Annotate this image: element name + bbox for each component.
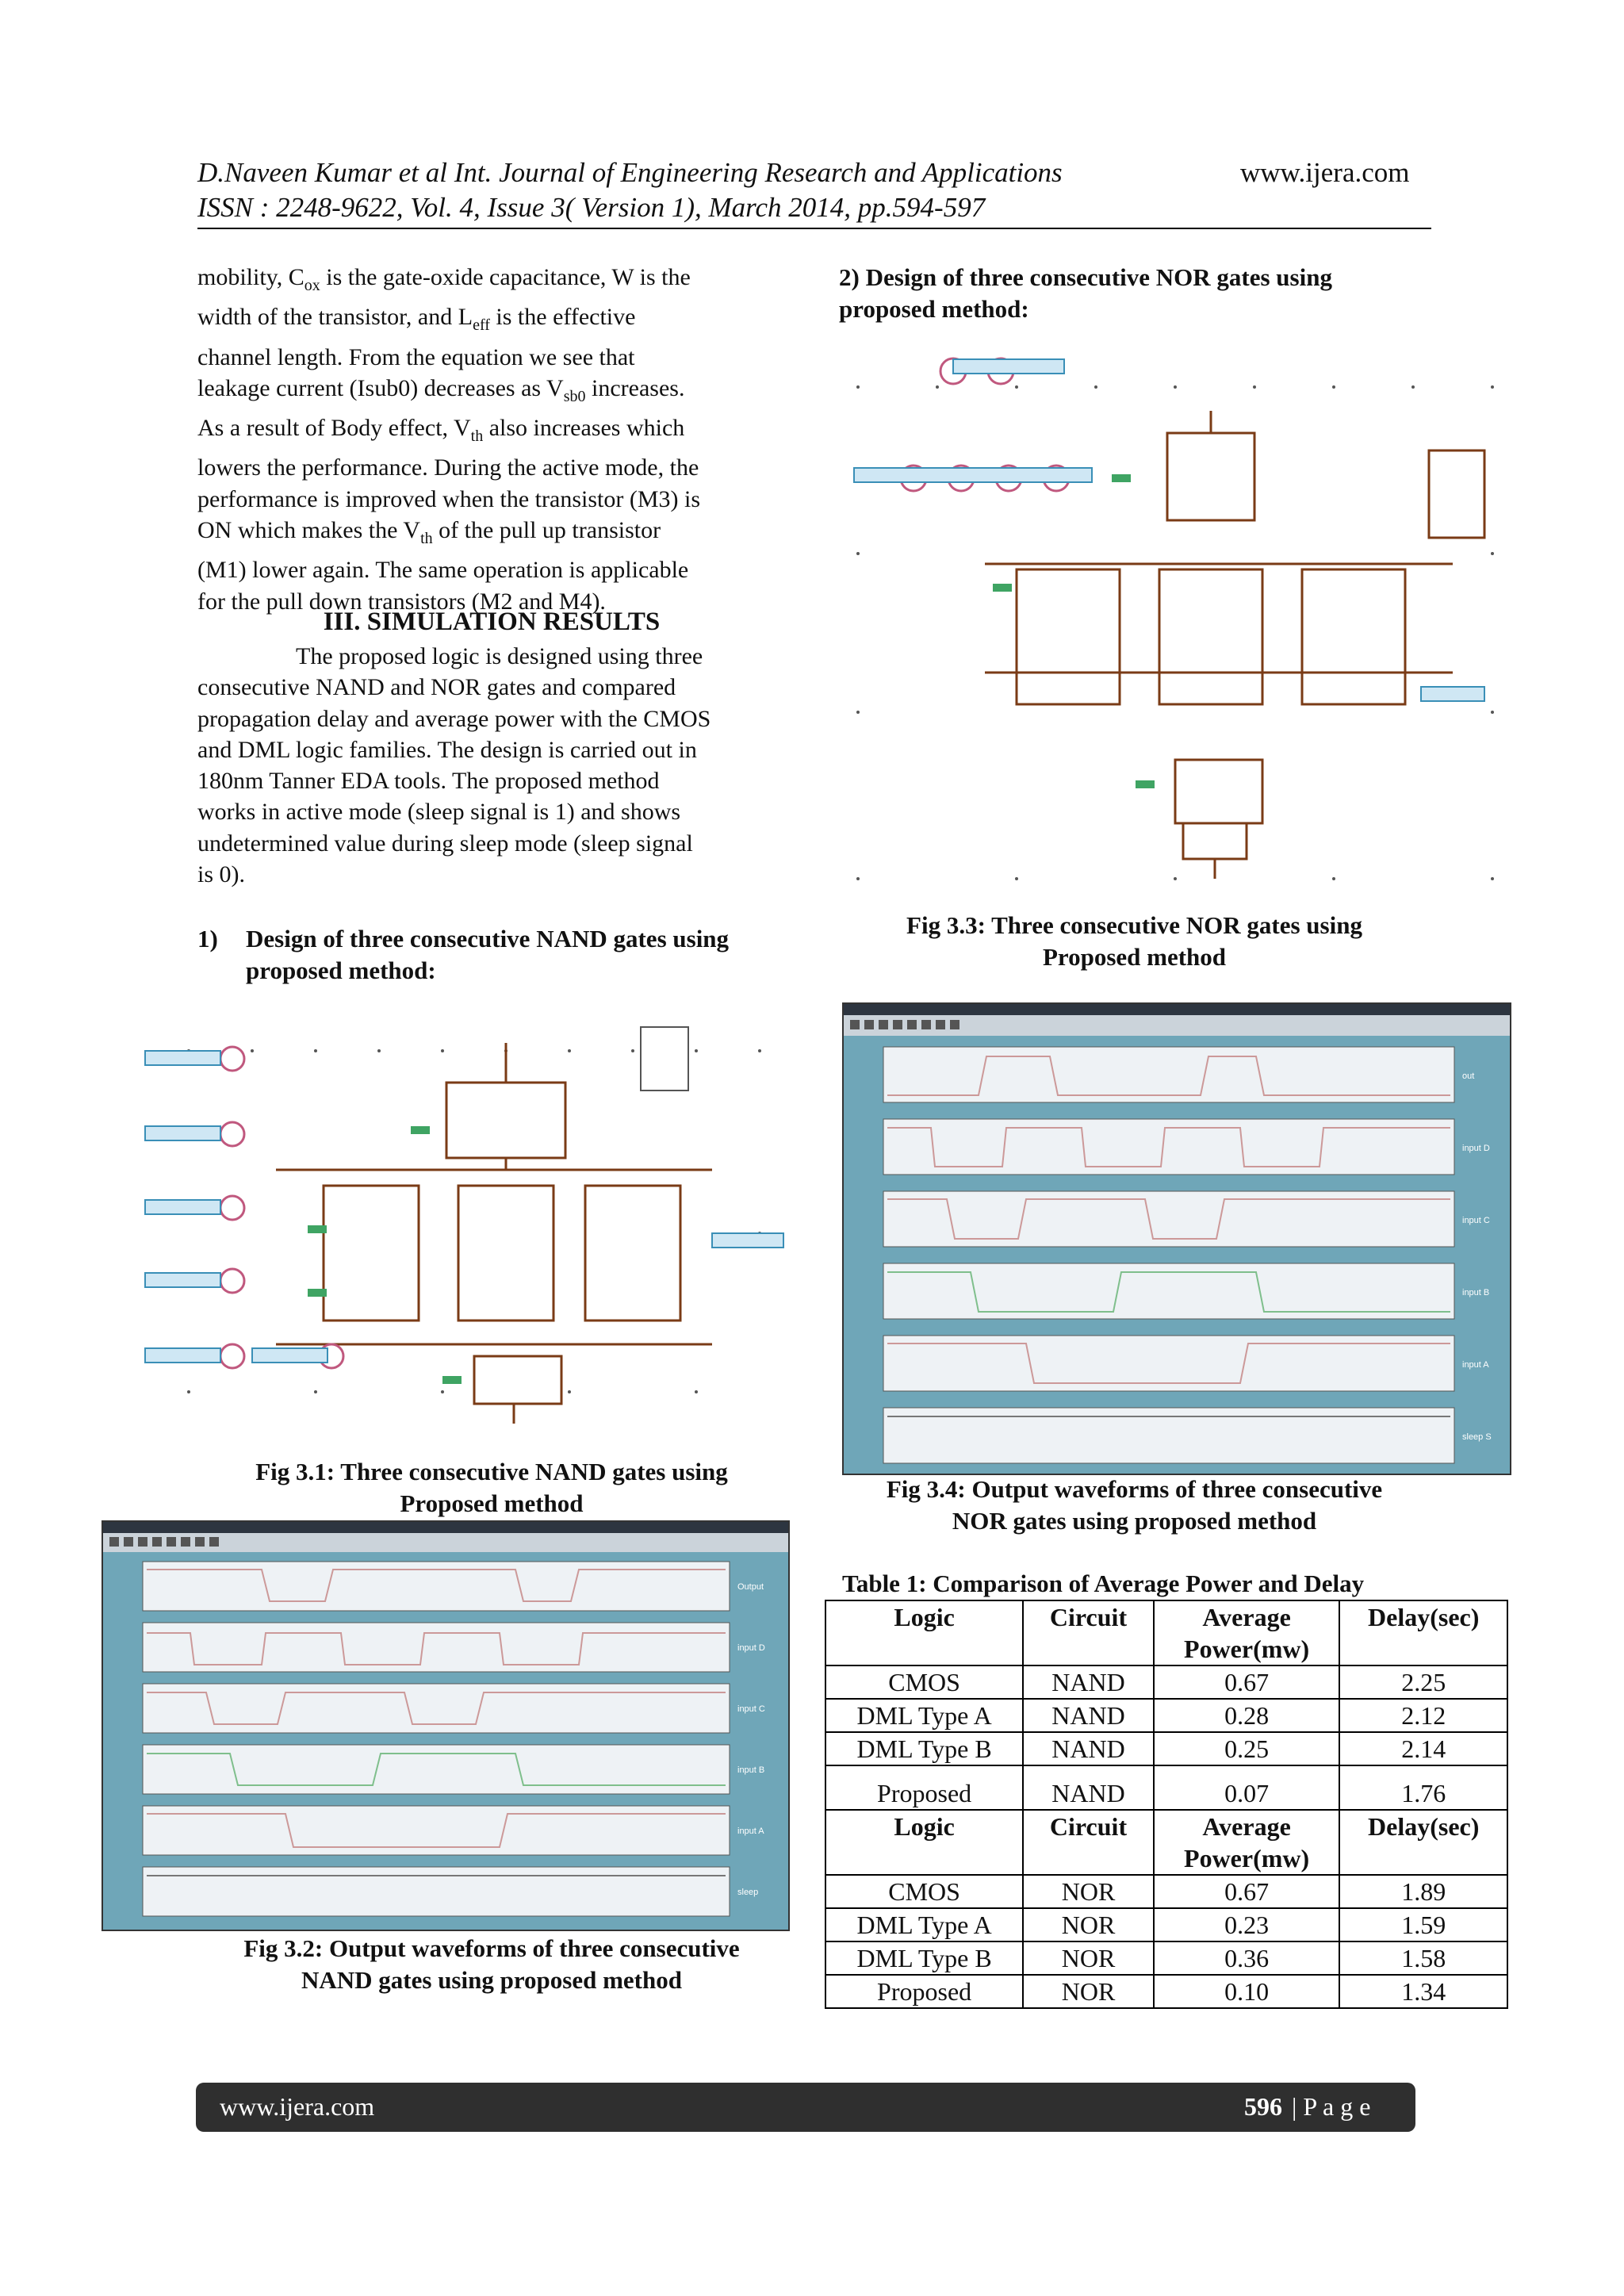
- wave-label-sleep: sleep: [737, 1888, 759, 1897]
- wave-label-input-b-nor: input B: [1462, 1288, 1490, 1297]
- nand-schematic-drawing: [141, 995, 791, 1432]
- figure-3-3-caption: Fig 3.3: Three consecutive NOR gates using Proposed method: [906, 911, 1362, 971]
- figure-3-4-caption: Fig 3.4: Output waveforms of three consecutive NOR gates using proposed method: [886, 1475, 1383, 1535]
- subheading-1-number: 1): [197, 925, 218, 953]
- table-row: Proposed NAND 0.07 1.76: [825, 1765, 1507, 1810]
- table-1-caption: Table 1: Comparison of Average Power and Delay: [842, 1570, 1365, 1597]
- wave-label-input-a-nor: input A: [1462, 1360, 1489, 1370]
- nor-schematic-drawing: [842, 332, 1502, 899]
- table-row: DML Type A NOR 0.23 1.59: [825, 1908, 1507, 1941]
- figure-3-2-caption: Fig 3.2: Output waveforms of three consecutive NAND gates using proposed method: [243, 1934, 740, 1994]
- wave-label-input-c-nor: input C: [1462, 1216, 1490, 1225]
- table-row: DML Type A NAND 0.28 2.12: [825, 1699, 1507, 1732]
- header-logic: Logic: [825, 1600, 1023, 1665]
- figure-3-4-waveform-window: [842, 1002, 1511, 1475]
- table-header-row: [825, 1600, 1507, 1665]
- wave-label-sleep-s: sleep S: [1462, 1432, 1492, 1442]
- wave-label-input-d-nor: input D: [1462, 1144, 1490, 1153]
- issn-line: ISSN : 2248-9622, Vol. 4, Issue 3( Version 1), March 2014, pp.594-597: [197, 192, 986, 223]
- header-circuit: Circuit: [1023, 1600, 1154, 1665]
- figure-3-1-nand-schematic: [141, 995, 791, 1432]
- wave-label-input-b: input B: [737, 1765, 765, 1775]
- table-header-row: Logic Circuit Average Power(mw) Delay(sec): [825, 1810, 1507, 1875]
- figure-3-1-caption: Fig 3.1: Three consecutive NAND gates using Proposed method: [255, 1458, 728, 1517]
- page-footer: [196, 2083, 1415, 2132]
- wave-label-output: Output: [737, 1582, 764, 1592]
- subheading-1: Design of three consecutive NAND gates using proposed method:: [246, 925, 730, 984]
- page-number: 596: [1244, 2092, 1282, 2121]
- wave-label-input-d: input D: [737, 1643, 765, 1653]
- wave-label-input-c: input C: [737, 1704, 765, 1714]
- comparison-table: [825, 1600, 1508, 2009]
- nor-waveform-drawing: [844, 1004, 1510, 1474]
- header-average-power: Average Power(mw): [1154, 1600, 1340, 1665]
- header-delay: Delay(sec): [1339, 1600, 1507, 1665]
- header-website: www.ijera.com: [1240, 157, 1410, 188]
- wave-label-input-a: input A: [737, 1826, 764, 1836]
- section-heading: III. SIMULATION RESULTS: [323, 608, 661, 636]
- page-label: | P a g e: [1292, 2092, 1371, 2121]
- table-row: CMOS NOR 0.67 1.89: [825, 1875, 1507, 1908]
- nand-waveform-drawing: [103, 1522, 788, 1930]
- table-row: Proposed NOR 0.10 1.34: [825, 1975, 1507, 2008]
- table-1: [825, 1600, 1508, 2009]
- wave-label-out: out: [1462, 1071, 1475, 1081]
- figure-3-2-waveform-window: [102, 1520, 790, 1931]
- paragraph-1: mobility, $C_{ox}$ is the gate-oxide capacitance, W is the width of the transistor, and $L_{eff}$ is the effective channel length. From the equation we see that leakage current (Isub0) decreases as $V_{sb0}$ increases. As a result of Body effect, $V_{th}$ also increases which lowers the performance. During the active mode, the performance is improved when the transistor (M3) is ON which makes the $V_{th}$ of the pull up transistor (M1) lower again. The same operation is applicable for the pull down transistors (M2 and M4).: [197, 264, 700, 615]
- table-row: CMOS NAND 0.67 2.25: [825, 1665, 1507, 1699]
- table-row: DML Type B NAND 0.25 2.14: [825, 1732, 1507, 1765]
- paragraph-2: The proposed logic is designed using three consecutive NAND and NOR gates and compared propagation delay and average power with the CMOS and DML logic families. The design is carried out in 180nm Tanner EDA tools. The proposed method works in active mode (sleep signal is 1) and shows undetermined value during sleep mode (sleep signal is 0).: [197, 643, 711, 888]
- footer-website: www.ijera.com: [220, 2092, 375, 2121]
- figure-3-3-nor-schematic: [842, 332, 1502, 899]
- table-row: DML Type B NOR 0.36 1.58: [825, 1941, 1507, 1975]
- subheading-2: 2) Design of three consecutive NOR gates using proposed method:: [839, 263, 1332, 323]
- header-rule: [197, 228, 1431, 229]
- journal-line: D.Naveen Kumar et al Int. Journal of Engineering Research and Applications: [197, 157, 1063, 188]
